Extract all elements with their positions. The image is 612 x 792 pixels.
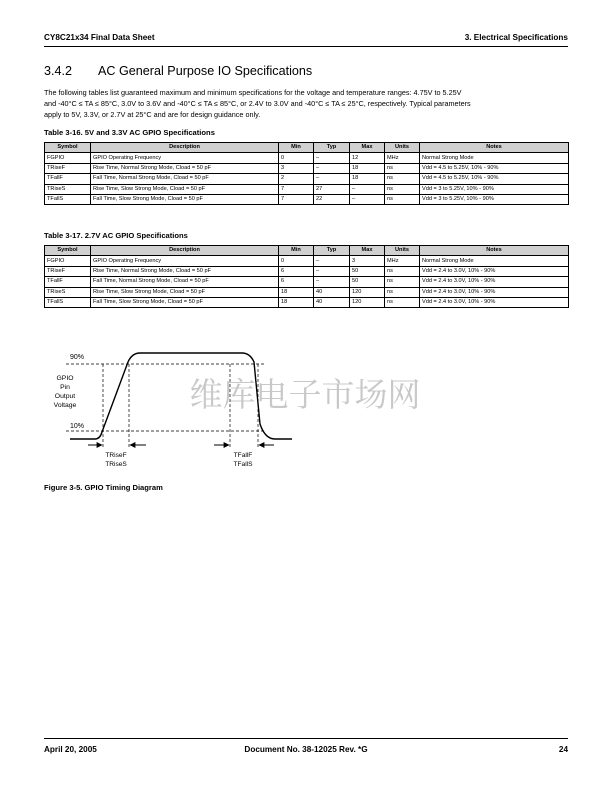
column-header: Typ (314, 246, 350, 256)
column-header: Units (385, 246, 420, 256)
table-cell: 50 (350, 277, 385, 287)
table-cell: 50 (350, 266, 385, 276)
table-cell: Fall Time, Normal Strong Mode, Cload = 50 pF (91, 277, 279, 287)
footer-rule (44, 738, 568, 739)
table-cell: FGPIO (45, 153, 91, 163)
table-cell: Fall Time, Normal Strong Mode, Cload = 50 pF (91, 174, 279, 184)
column-header: Symbol (45, 246, 91, 256)
table-cell: GPIO Operating Frequency (91, 153, 279, 163)
column-header: Notes (420, 246, 569, 256)
table-cell: ns (385, 277, 420, 287)
watermark-text: 维库电子市场网 (189, 375, 421, 414)
table-caption: Table 3-17. 2.7V AC GPIO Specifications (44, 231, 188, 240)
table-cell: Rise Time, Slow Strong Mode, Cload = 50 pF (91, 184, 279, 194)
table-cell: 2 (279, 174, 314, 184)
table-header-row (45, 143, 569, 153)
table-cell: MHz (385, 256, 420, 266)
table-header-row (45, 246, 569, 256)
table-cell: Vdd = 3 to 5.25V, 10% - 90% (420, 184, 569, 194)
table-cell: 7 (279, 194, 314, 204)
fall-label: TFallF (233, 452, 253, 459)
header-rule (44, 46, 568, 47)
table-cell: Normal Strong Mode (420, 256, 569, 266)
table-cell: 120 (350, 297, 385, 307)
table-cell: 0 (279, 256, 314, 266)
table-caption: Table 3-16. 5V and 3.3V AC GPIO Specifications (44, 128, 215, 137)
column-header: Max (350, 246, 385, 256)
ylabel-line: Pin (60, 384, 70, 391)
table-cell: 40 (314, 297, 350, 307)
table-cell: GPIO Operating Frequency (91, 256, 279, 266)
rise-label: TRiseF (105, 452, 127, 459)
table-row (45, 256, 569, 266)
footer-page-number: 24 (558, 745, 568, 754)
section-title: AC General Purpose IO Specifications (98, 64, 313, 78)
table-cell: TRiseS (45, 184, 91, 194)
table-cell: 3 (279, 163, 314, 173)
fall-label: TFallS (233, 461, 253, 468)
table-cell: MHz (385, 153, 420, 163)
table-cell: Vdd = 2.4 to 3.0V, 10% - 90% (420, 297, 569, 307)
table-cell: – (350, 184, 385, 194)
column-header: Units (385, 143, 420, 153)
column-header: Description (91, 246, 279, 256)
column-header: Max (350, 143, 385, 153)
table-cell: Vdd = 4.5 to 5.25V, 10% - 90% (420, 163, 569, 173)
footer-doc-number: Document No. 38-12025 Rev. *G (244, 745, 368, 754)
table-cell: ns (385, 184, 420, 194)
ylabel-line: Voltage (53, 402, 77, 409)
table-row (45, 287, 569, 297)
table-cell: 22 (314, 194, 350, 204)
table-cell: Vdd = 2.4 to 3.0V, 10% - 90% (420, 266, 569, 276)
table-cell: – (350, 194, 385, 204)
column-header: Description (91, 143, 279, 153)
table-cell: 6 (279, 277, 314, 287)
header-doc-title: CY8C21x34 Final Data Sheet (44, 33, 155, 42)
table-cell: 18 (350, 174, 385, 184)
table-cell: 40 (314, 287, 350, 297)
table-cell: – (314, 153, 350, 163)
table-cell: Vdd = 2.4 to 3.0V, 10% - 90% (420, 277, 569, 287)
label-10: 10% (70, 423, 85, 430)
ylabel-line: Output (54, 393, 76, 400)
table-cell: 27 (314, 184, 350, 194)
table-cell: TFallF (45, 174, 91, 184)
table-cell: – (314, 266, 350, 276)
table-cell: TFallS (45, 297, 91, 307)
column-header: Typ (314, 143, 350, 153)
intro-paragraph (44, 87, 568, 120)
table-cell: 120 (350, 287, 385, 297)
table-cell: FGPIO (45, 256, 91, 266)
table-cell: ns (385, 287, 420, 297)
table-cell: ns (385, 163, 420, 173)
table-row (45, 153, 569, 163)
table-cell: TFallF (45, 277, 91, 287)
table-cell: Vdd = 2.4 to 3.0V, 10% - 90% (420, 287, 569, 297)
table-cell: TRiseF (45, 163, 91, 173)
rise-label: TRiseS (105, 461, 127, 468)
column-header: Min (279, 246, 314, 256)
header-section-title: 3. Electrical Specifications (464, 33, 568, 42)
section-number: 3.4.2 (44, 64, 73, 78)
table-cell: – (314, 174, 350, 184)
intro-line-3: apply to 5V, 3.3V, or 2.7V at 25°C and are for design guidance only. (44, 110, 261, 119)
table-cell: ns (385, 174, 420, 184)
table-row (45, 184, 569, 194)
column-header: Min (279, 143, 314, 153)
table-cell: Rise Time, Slow Strong Mode, Cload = 50 pF (91, 287, 279, 297)
footer-date: April 20, 2005 (44, 745, 97, 754)
spec-table-5v (44, 142, 569, 205)
table-cell: – (314, 163, 350, 173)
table-row (45, 277, 569, 287)
table-cell: TRiseS (45, 287, 91, 297)
figure-caption: Figure 3-5. GPIO Timing Diagram (44, 483, 163, 492)
table-cell: – (314, 256, 350, 266)
intro-line-1: The following tables list guaranteed maximum and minimum specifications for the voltage and temperature ranges: 4.75V to 5.25V (44, 88, 462, 97)
table-row (45, 163, 569, 173)
table-cell: 6 (279, 266, 314, 276)
ylabel-line: GPIO (56, 375, 74, 382)
table-row (45, 297, 569, 307)
table-row (45, 174, 569, 184)
gpio-timing-diagram (0, 340, 612, 475)
table-cell: 3 (350, 256, 385, 266)
table-cell: 0 (279, 153, 314, 163)
table-cell: Vdd = 3 to 5.25V, 10% - 90% (420, 194, 569, 204)
table-cell: Normal Strong Mode (420, 153, 569, 163)
table-cell: Fall Time, Slow Strong Mode, Cload = 50 pF (91, 194, 279, 204)
table-row (45, 194, 569, 204)
table-cell: Rise Time, Normal Strong Mode, Cload = 50 pF (91, 266, 279, 276)
intro-line-2: and -40°C ≤ TA ≤ 85°C, 3.0V to 3.6V and -40°C ≤ TA ≤ 85°C, or 2.4V to 3.0V and -40°C ≤ TA ≤ 25°C, respectively. Typical parameters (44, 99, 471, 108)
table-cell: 18 (279, 287, 314, 297)
label-90: 90% (70, 354, 85, 361)
table-cell: TRiseF (45, 266, 91, 276)
table-cell: 18 (279, 297, 314, 307)
table-cell: Vdd = 4.5 to 5.25V, 10% - 90% (420, 174, 569, 184)
table-cell: Rise Time, Normal Strong Mode, Cload = 50 pF (91, 163, 279, 173)
table-cell: – (314, 277, 350, 287)
table-cell: TFallS (45, 194, 91, 204)
table-cell: 12 (350, 153, 385, 163)
table-cell: ns (385, 297, 420, 307)
column-header: Notes (420, 143, 569, 153)
column-header: Symbol (45, 143, 91, 153)
table-cell: ns (385, 266, 420, 276)
table-cell: 7 (279, 184, 314, 194)
spec-table-2v7 (44, 245, 569, 308)
table-cell: 18 (350, 163, 385, 173)
table-row (45, 266, 569, 276)
table-cell: Fall Time, Slow Strong Mode, Cload = 50 pF (91, 297, 279, 307)
table-cell: ns (385, 194, 420, 204)
